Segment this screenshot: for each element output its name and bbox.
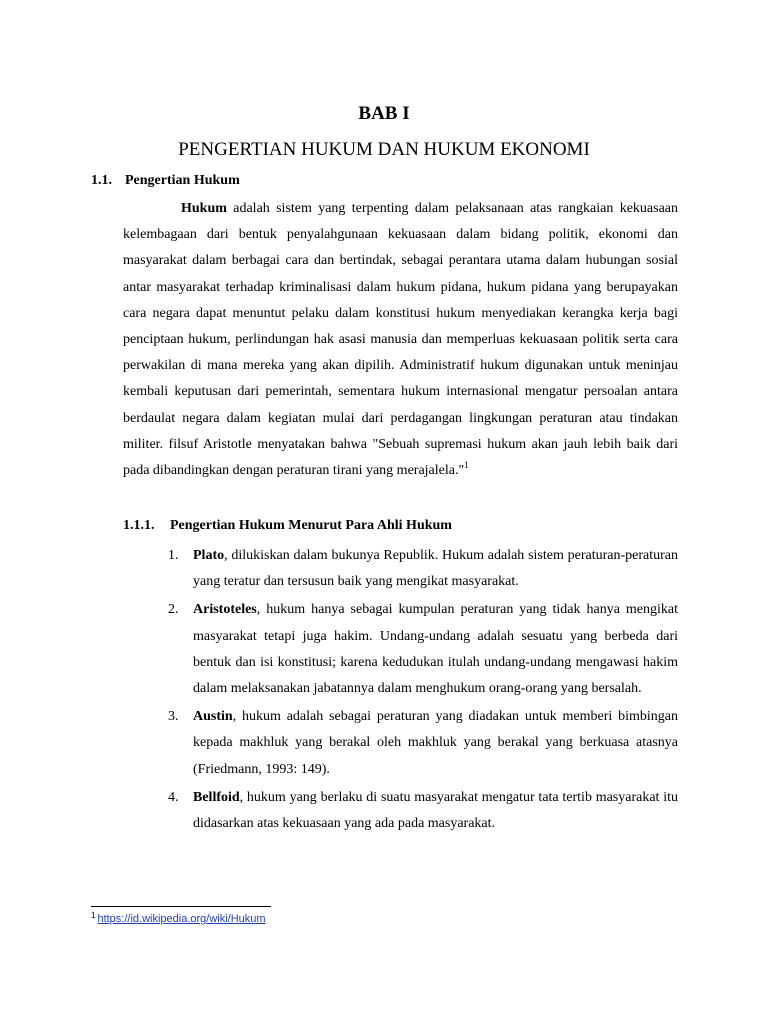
list-item [168, 597, 678, 702]
paragraph-text: adalah sistem yang terpenting dalam pelaksanaan atas rangkaian kekuasaan kelembagaan dari bentuk penyalahgunaan kekuasaan dalam bidang politik, ekonomi dan masyarakat dalam berbagai cara dan bertindak, sebagai perantara utama dalam hubungan sosial antar masyarakat terhadap kriminalisasi dalam hukum pidana, hukum pidana yang berupayakan cara negara dapat menuntut pelaku dalam konstitusi hukum menyediakan kerangka kerja bagi penciptaan hukum, perlindungan hak asasi manusia dan memperluas kekuasaan politik serta cara perwakilan di mana mereka yang akan dipilih. Administratif hukum digunakan untuk meninjau kembali keputusan dari pemerintah, sementara hukum internasional mengatur persoalan antara berdaulat negara dalam kegiatan mulai dari perdagangan lingkungan peraturan atau tindakan militer. filsuf Aristotle menyatakan bahwa "Sebuah supremasi hukum akan jauh lebih baik dari pada dibandingkan dengan peraturan tirani yang merajalela." [123, 201, 678, 479]
list-marker: 3. [168, 709, 179, 725]
section-title: Pengertian Hukum [125, 173, 240, 188]
chapter-title: PENGERTIAN HUKUM DAN HUKUM EKONOMI [178, 139, 590, 160]
expert-definition: , hukum yang berlaku di suatu masyarakat mengatur tata tertib masyarakat itu didasarkan atas kekuasaan yang ada pada masyarakat. [193, 789, 678, 832]
list-item [168, 785, 678, 837]
list-item [168, 543, 678, 595]
lead-term: Hukum [181, 201, 227, 216]
list-marker: 4. [168, 789, 179, 805]
chapter-heading: BAB I [358, 103, 410, 124]
section-paragraph [123, 196, 678, 484]
experts-list [168, 543, 678, 839]
footnote-link[interactable]: https://id.wikipedia.org/wiki/Hukum [97, 913, 266, 925]
expert-name: Plato [193, 548, 225, 563]
expert-name: Bellfoid [193, 789, 240, 805]
expert-definition: , dilukiskan dalam bukunya Republik. Hukum adalah sistem peraturan-peraturan yang teratur dan tersusun baik yang mengikat masyarakat. [193, 548, 678, 590]
list-marker: 1. [168, 548, 179, 563]
subsection-heading [123, 518, 452, 534]
section-heading [91, 173, 240, 189]
footnote-separator [91, 906, 271, 907]
footnote [91, 913, 266, 925]
subsection-title: Pengertian Hukum Menurut Para Ahli Hukum [170, 518, 452, 533]
expert-definition: , hukum hanya sebagai kumpulan peraturan yang tidak hanya mengikat masyarakat tetapi juga hakim. Undang-undang adalah sesuatu yang berbeda dari bentuk dan isi konstitusi; karena kedudukan itulah undang-undang mengawasi hakim dalam melaksanakan jabatannya dalam menghukum orang-orang yang bersalah. [193, 602, 678, 697]
list-marker: 2. [168, 602, 179, 618]
expert-name: Austin [193, 709, 233, 725]
footnote-reference[interactable]: 1 [464, 460, 469, 471]
list-item [168, 704, 678, 783]
subsection-number: 1.1.1. [123, 518, 155, 533]
expert-definition: , hukum adalah sebagai peraturan yang diadakan untuk memberi bimbingan kepada makhluk yang berakal oleh makhluk yang berakal yang berkuasa atasnya (Friedmann, 1993: 149). [193, 709, 678, 777]
footnote-number: 1 [91, 911, 96, 920]
expert-name: Aristoteles [193, 602, 257, 618]
section-number: 1.1. [91, 173, 112, 188]
